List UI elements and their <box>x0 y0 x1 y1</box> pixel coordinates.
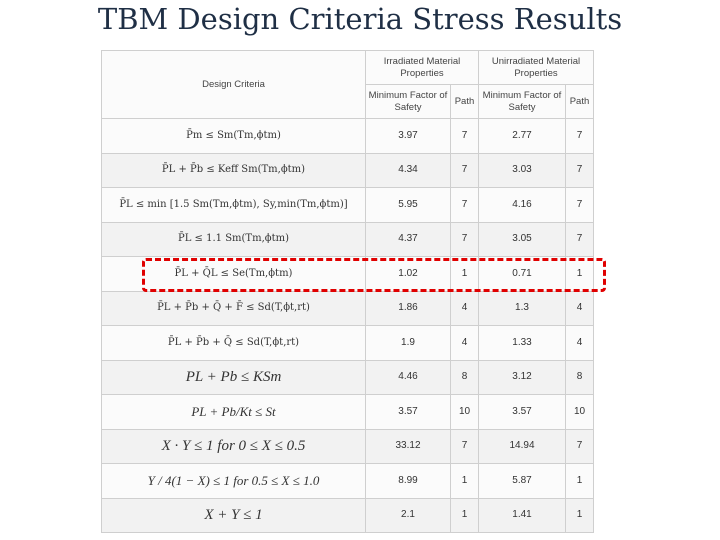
irr-min-fos-cell: 8.99 <box>366 464 451 499</box>
unirr-path-cell: 1 <box>566 498 594 533</box>
unirr-path-cell: 10 <box>566 395 594 430</box>
criterion-cell: X + Y ≤ 1 <box>102 498 366 533</box>
unirr-path-cell: 8 <box>566 360 594 395</box>
irr-min-fos-cell: 4.34 <box>366 153 451 188</box>
unirr-path-cell: 7 <box>566 188 594 223</box>
unirr-min-fos-cell: 1.33 <box>479 326 566 361</box>
irr-path-cell: 7 <box>451 429 479 464</box>
table-row <box>102 395 594 430</box>
unirr-min-fos-cell: 14.94 <box>479 429 566 464</box>
irr-path-cell: 1 <box>451 257 479 292</box>
unirr-path-cell: 1 <box>566 257 594 292</box>
unirr-min-fos-cell: 3.05 <box>479 222 566 257</box>
table-row <box>102 222 594 257</box>
table-row <box>102 119 594 154</box>
irr-min-fos-cell: 1.86 <box>366 291 451 326</box>
criterion-cell: P̄L + P̄b + Q̄ ≤ Sd(T,ϕt,rt) <box>102 326 366 361</box>
slide-title: TBM Design Criteria Stress Results <box>97 2 623 36</box>
irr-path-cell: 1 <box>451 464 479 499</box>
criterion-cell: P̄L + P̄b + Q̄ + F̄ ≤ Sd(T,ϕt,rt) <box>102 291 366 326</box>
irr-path-cell: 1 <box>451 498 479 533</box>
criterion-cell: PL + Pb ≤ KSm <box>102 360 366 395</box>
unirr-min-fos-cell: 3.12 <box>479 360 566 395</box>
irr-path-cell: 7 <box>451 222 479 257</box>
table-row <box>102 188 594 223</box>
irr-min-fos-cell: 4.46 <box>366 360 451 395</box>
header-unirradiated: Unirradiated Material Properties <box>479 51 594 85</box>
unirr-min-fos-cell: 3.57 <box>479 395 566 430</box>
header-design-criteria: Design Criteria <box>102 51 366 119</box>
unirr-min-fos-cell: 3.03 <box>479 153 566 188</box>
header-unirr-path: Path <box>566 85 594 119</box>
irr-min-fos-cell: 4.37 <box>366 222 451 257</box>
irr-min-fos-cell: 1.9 <box>366 326 451 361</box>
table-row <box>102 326 594 361</box>
header-unirr-min-fos: Minimum Factor of Safety <box>479 85 566 119</box>
table-row <box>102 153 594 188</box>
header-irr-min-fos: Minimum Factor of Safety <box>366 85 451 119</box>
irr-path-cell: 10 <box>451 395 479 430</box>
irr-path-cell: 8 <box>451 360 479 395</box>
unirr-min-fos-cell: 1.41 <box>479 498 566 533</box>
criterion-cell: P̄m ≤ Sm(Tm,ϕtm) <box>102 119 366 154</box>
unirr-path-cell: 7 <box>566 222 594 257</box>
irr-min-fos-cell: 1.02 <box>366 257 451 292</box>
table-row <box>102 429 594 464</box>
criterion-cell: P̄L + Q̄L ≤ Se(Tm,ϕtm) <box>102 257 366 292</box>
highlight-box <box>142 258 606 292</box>
irr-min-fos-cell: 2.1 <box>366 498 451 533</box>
unirr-path-cell: 1 <box>566 464 594 499</box>
unirr-min-fos-cell: 1.3 <box>479 291 566 326</box>
header-irr-path: Path <box>451 85 479 119</box>
irr-min-fos-cell: 33.12 <box>366 429 451 464</box>
unirr-min-fos-cell: 2.77 <box>479 119 566 154</box>
unirr-min-fos-cell: 5.87 <box>479 464 566 499</box>
unirr-path-cell: 7 <box>566 429 594 464</box>
unirr-path-cell: 7 <box>566 153 594 188</box>
criterion-cell: P̄L ≤ 1.1 Sm(Tm,ϕtm) <box>102 222 366 257</box>
unirr-path-cell: 4 <box>566 291 594 326</box>
criterion-cell: P̄L + P̄b ≤ Keff Sm(Tm,ϕtm) <box>102 153 366 188</box>
irr-min-fos-cell: 3.57 <box>366 395 451 430</box>
irr-min-fos-cell: 5.95 <box>366 188 451 223</box>
irr-path-cell: 4 <box>451 326 479 361</box>
unirr-min-fos-cell: 0.71 <box>479 257 566 292</box>
irr-path-cell: 7 <box>451 119 479 154</box>
criterion-cell: X · Y ≤ 1 for 0 ≤ X ≤ 0.5 <box>102 429 366 464</box>
irr-path-cell: 7 <box>451 153 479 188</box>
table-row <box>102 360 594 395</box>
unirr-min-fos-cell: 4.16 <box>479 188 566 223</box>
header-irradiated: Irradiated Material Properties <box>366 51 479 85</box>
irr-path-cell: 4 <box>451 291 479 326</box>
criterion-cell: Y / 4(1 − X) ≤ 1 for 0.5 ≤ X ≤ 1.0 <box>102 464 366 499</box>
unirr-path-cell: 7 <box>566 119 594 154</box>
criterion-cell: P̄L ≤ min [1.5 Sm(Tm,ϕtm), Sy,min(Tm,ϕtm)] <box>102 188 366 223</box>
irr-min-fos-cell: 3.97 <box>366 119 451 154</box>
unirr-path-cell: 4 <box>566 326 594 361</box>
table-row <box>102 291 594 326</box>
criterion-cell: PL + Pb/Kt ≤ St <box>102 395 366 430</box>
irr-path-cell: 7 <box>451 188 479 223</box>
table-row <box>102 498 594 533</box>
table-row <box>102 464 594 499</box>
